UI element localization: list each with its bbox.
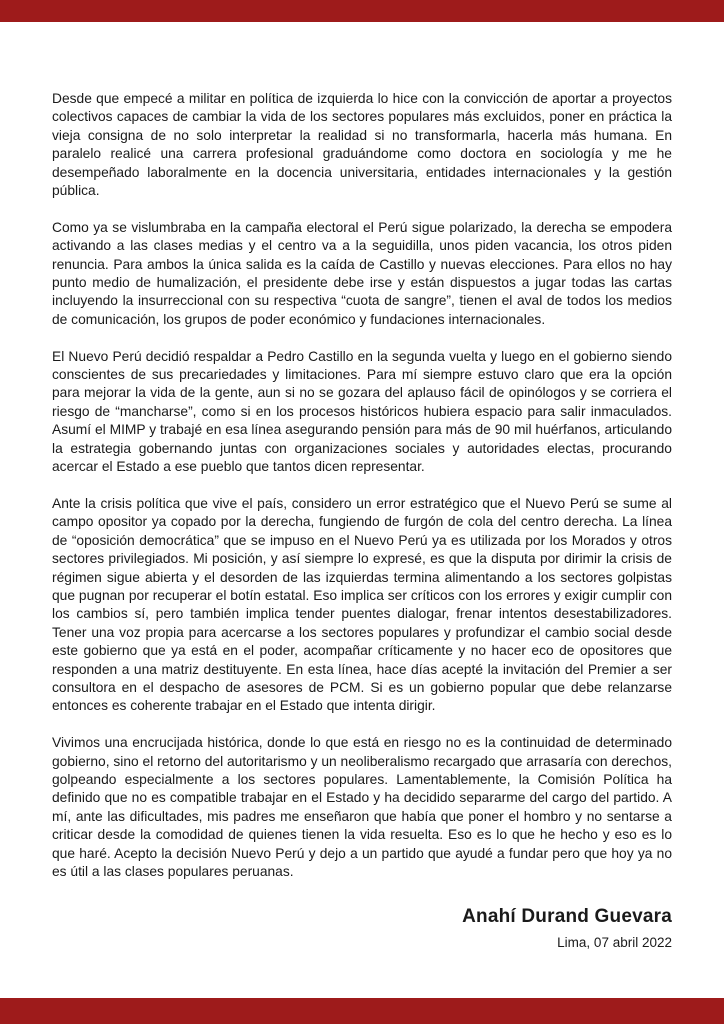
letter-paragraph: Vivimos una encrucijada histórica, donde lo que está en riesgo no es la continuidad de determinado gobierno, sino el retorno del autoritarismo y un neoliberalismo recargado que arrasaría con derechos, golpeando especialmente a los sectores populares. Lamentablemente, la Comisión Política ha definido que no es compatible trabajar en el Estado y ha decidido separarme del cargo del partido. A mí, ante las dificultades, mis padres me enseñaron que había que poner el hombro y no sentarse a criticar desde la comodidad de quienes tienen la vida resuelta. Eso es lo que he hecho y eso es lo que haré. Acepto la decisión Nuevo Perú y dejo a un partido que ayudé a fundar pero que hoy ya no es útil a las clases populares peruanas. <box>52 735 672 879</box>
signature-block <box>462 905 672 953</box>
letter-paragraph: Ante la crisis política que vive el país, considero un error estratégico que el Nuevo Perú se sume al campo opositor ya copado por la derecha, fungiendo de furgón de cola del centro derecha. La línea de “oposición democrática” que se impuso en el Nuevo Perú ya es utilizada por los Morados y otros sectores privilegiados. Mi posición, y así siempre lo expresé, es que la disputa por dirimir la crisis de régimen sigue abierta y el desorden de las izquierdas termina alimentando a los sectores golpistas que pugnan por recuperar el botín estatal. Eso implica ser críticos con los errores y exigir cumplir con los cambios sí, pero también implica tender puentes dialogar, frenar intentos desestabilizadores. Tener una voz propia para acercarse a los sectores populares y profundizar el cambio social desde este gobierno que ya está en el poder, acompañar críticamente y no hacer eco de opositores que responden a una matriz destituyente. En esta línea, hace días acepté la invitación del Premier a ser consultora en el despacho de asesores de PCM. Si es un gobierno popular que debe relanzarse entonces es coherente trabajar en el Estado que intenta dirigir. <box>52 495 672 714</box>
signature-name: Anahí Durand Guevara <box>462 906 672 927</box>
signature-place-date: Lima, 07 abril 2022 <box>557 935 672 950</box>
letter-paragraph: Como ya se vislumbraba en la campaña electoral el Perú sigue polarizado, la derecha se empodera activando a las clases medias y el centro va a la seguidilla, unos piden vacancia, los otros piden renuncia. Para ambos la única salida es la caída de Castillo y nuevas elecciones. Para ellos no hay punto medio de humalización, el presidente debe irse y están dispuestos a jugar todas las cartas incluyendo la insurreccional con su respectiva “cuota de sangre”, tienen el aval de todos los medios de comunicación, los grupos de poder económico y fundaciones internacionales. <box>52 219 672 327</box>
letter-paragraph: Desde que empecé a militar en política de izquierda lo hice con la convicción de aportar a proyectos colectivos capaces de cambiar la vida de los sectores populares más excluidos, poner en práctica la vieja consigna de no solo interpretar la realidad si no transformarla, hacerla más humana. En paralelo realicé una carrera profesional graduándome como doctora en sociología y me he desempeñado laboralmente en la docencia universitaria, entidades internacionales y la gestión pública. <box>52 91 672 199</box>
letter-paragraph: El Nuevo Perú decidió respaldar a Pedro Castillo en la segunda vuelta y luego en el gobierno siendo conscientes de sus precariedades y limitaciones. Para mí siempre estuvo claro que era la opción para mejorar la vida de la gente, aun si no se gozara del aplauso fácil de opinólogos y se corriera el riesgo de “mancharse”, como si en los procesos históricos hubiera espacio para salir inmaculados. Asumí el MIMP y trabajé en esa línea asegurando pensión para más de 90 mil huérfanos, articulando la estrategia gobernando juntas con organizaciones sociales y autoridades electas, procurando acercar el Estado a ese pueblo que tantos dicen representar. <box>52 348 672 475</box>
letter-body <box>52 90 672 900</box>
top-brand-bar <box>0 0 724 22</box>
bottom-brand-bar <box>0 998 724 1024</box>
